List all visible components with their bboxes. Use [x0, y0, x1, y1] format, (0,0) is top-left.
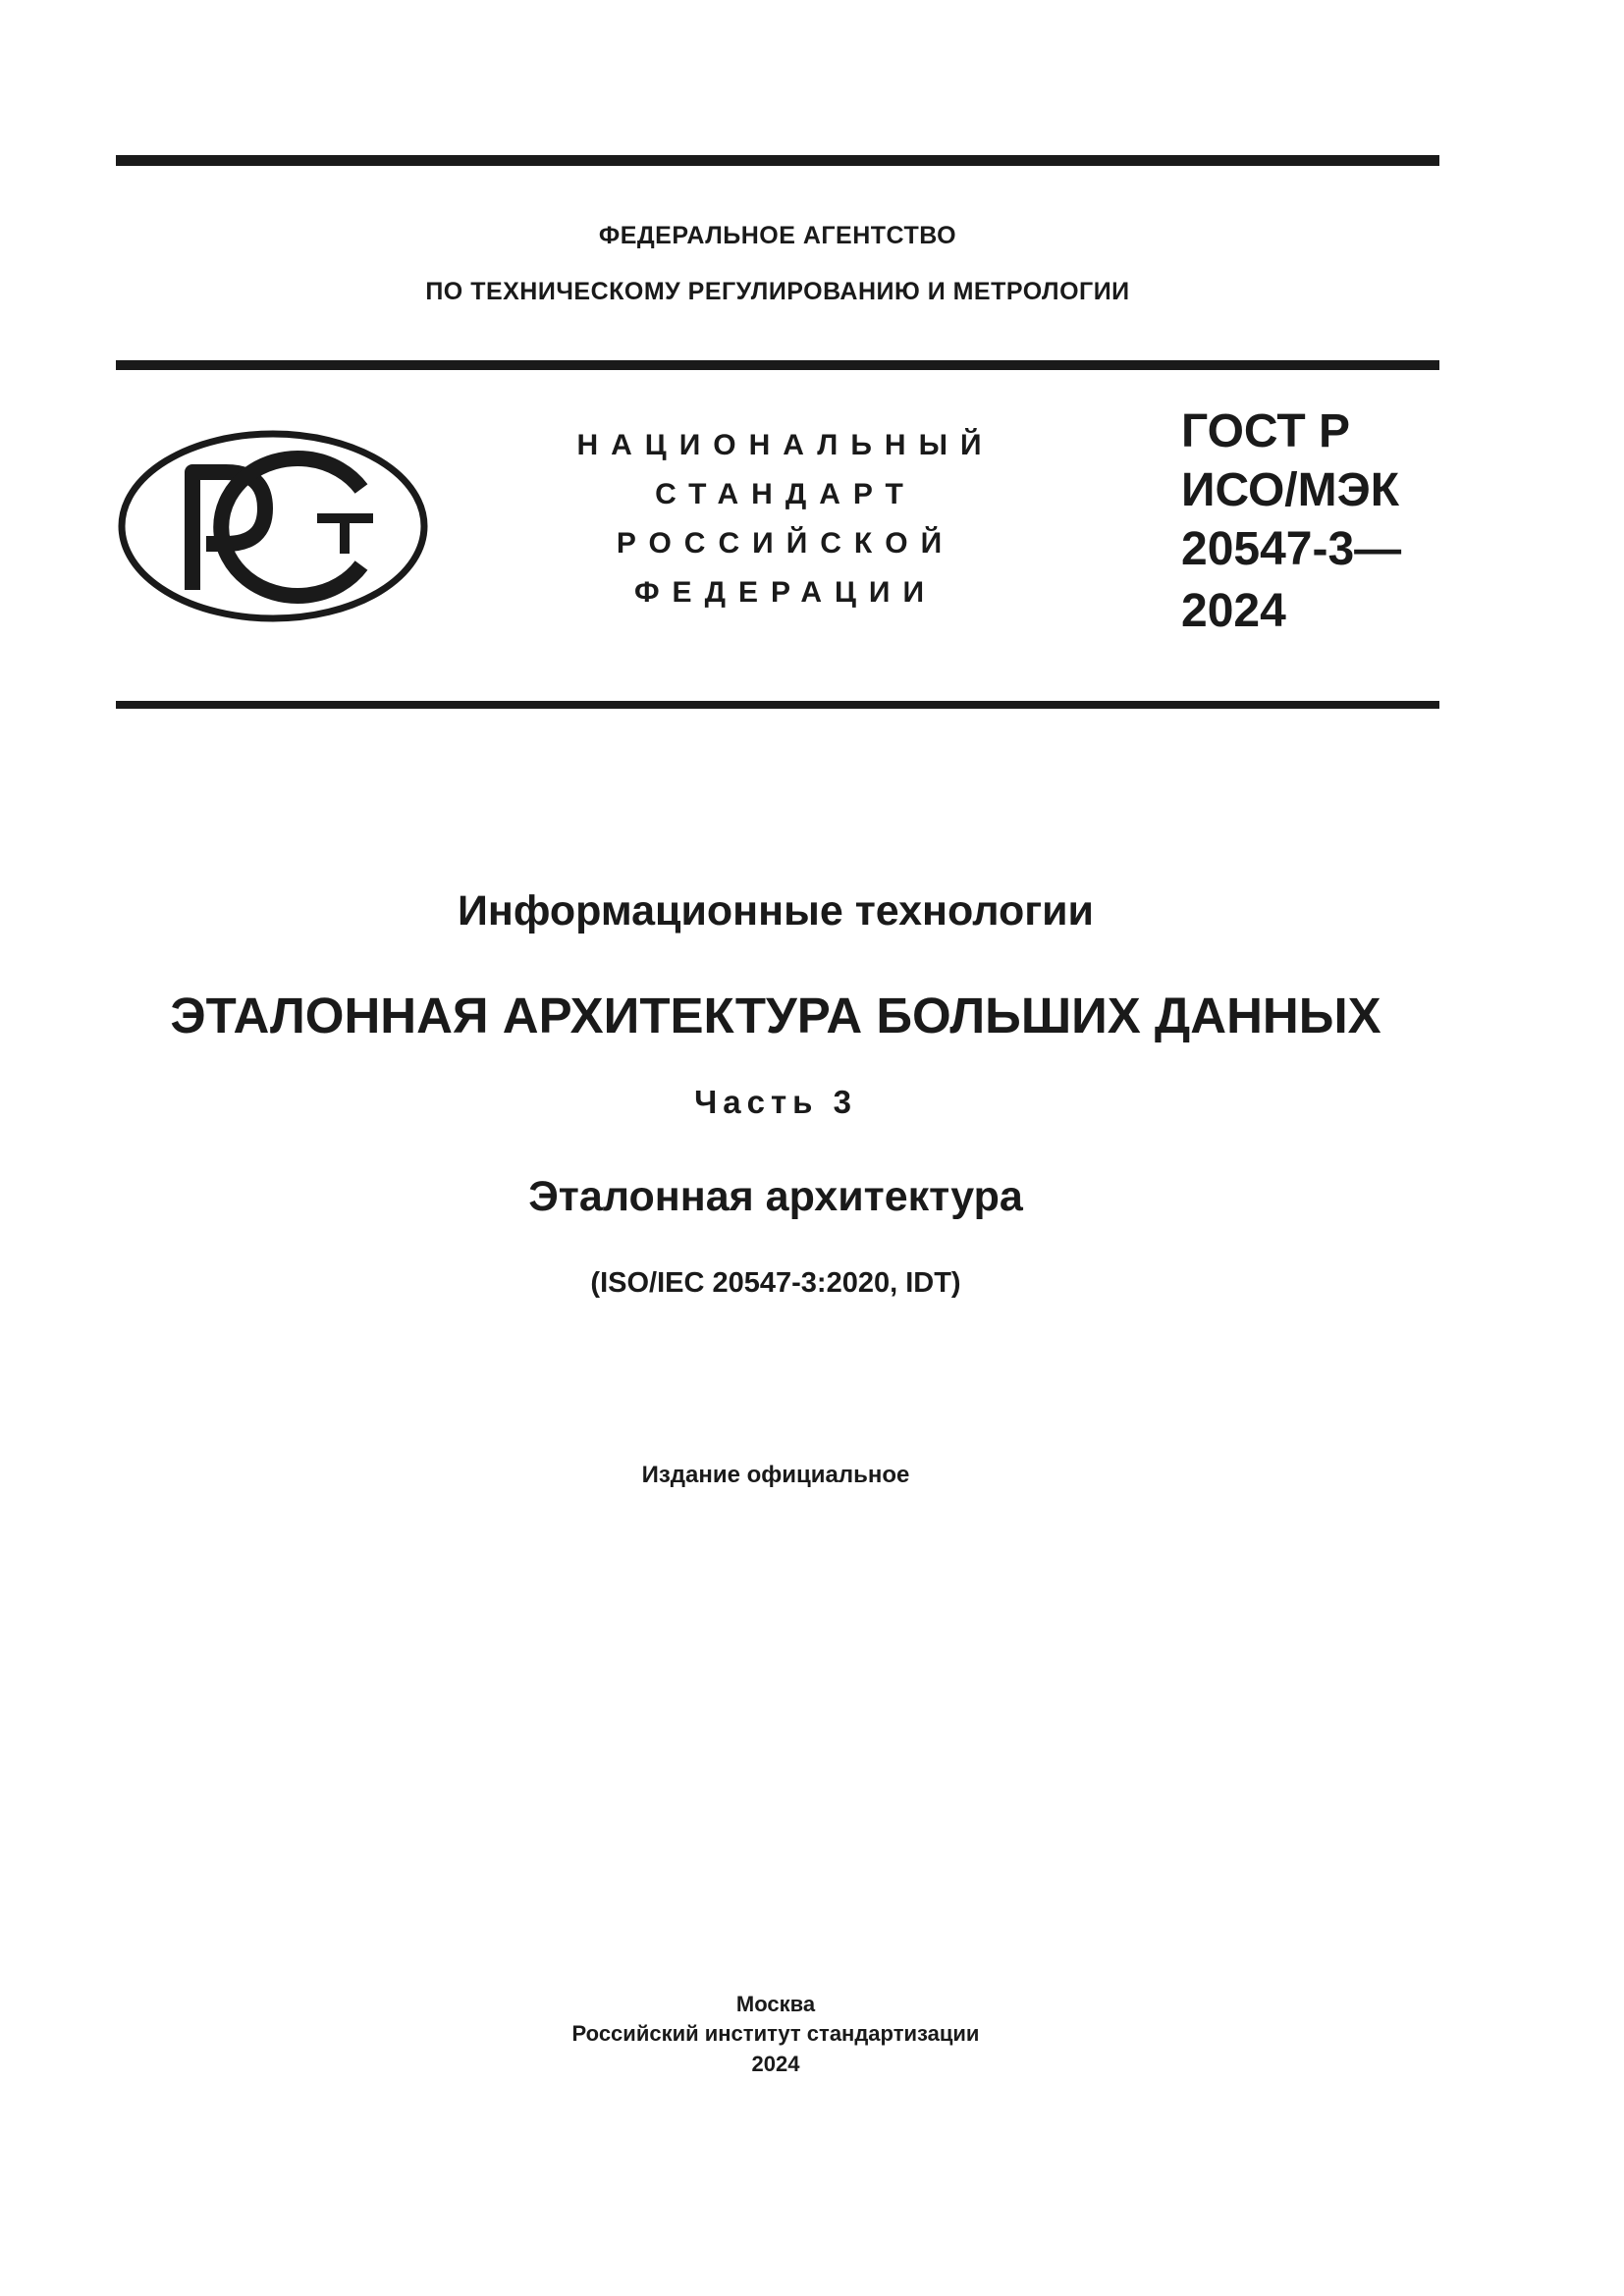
document-part: Часть 3	[694, 1084, 857, 1120]
national-standard-line4: ФЕДЕРАЦИИ	[633, 576, 938, 609]
national-standard-line2: СТАНДАРТ	[655, 478, 916, 510]
standard-designation-line2: ИСО/МЭК	[1181, 464, 1400, 516]
national-standard-line3: РОССИЙСКОЙ	[616, 527, 955, 560]
rst-logo-icon	[116, 428, 430, 624]
standard-designation-line3: 20547-3—	[1181, 523, 1402, 575]
agency-name-line2: ПО ТЕХНИЧЕСКОМУ РЕГУЛИРОВАНИЮ И МЕТРОЛОГИИ	[425, 278, 1130, 305]
iso-reference: (ISO/IEC 20547-3:2020, IDT)	[590, 1267, 961, 1299]
publisher-city: Москва	[735, 1992, 816, 2016]
publisher-year: 2024	[751, 2052, 800, 2076]
agency-name-line1: ФЕДЕРАЛЬНОЕ АГЕНТСТВО	[598, 222, 957, 249]
standard-designation-line4: 2024	[1181, 585, 1286, 637]
header-rule	[116, 360, 1439, 370]
national-standard-line1: НАЦИОНАЛЬНЫЙ	[576, 429, 995, 461]
document-subject: Информационные технологии	[457, 887, 1094, 934]
standard-designation-line1: ГОСТ Р	[1181, 405, 1351, 457]
top-rule	[116, 155, 1439, 166]
document-part-title: Эталонная архитектура	[528, 1173, 1023, 1220]
title-block-rule	[116, 701, 1439, 709]
publisher-institute: Российский институт стандартизации	[571, 2021, 980, 2046]
document-title: ЭТАЛОННАЯ АРХИТЕКТУРА БОЛЬШИХ ДАННЫХ	[170, 988, 1381, 1043]
edition-note: Издание официальное	[641, 1462, 910, 1488]
